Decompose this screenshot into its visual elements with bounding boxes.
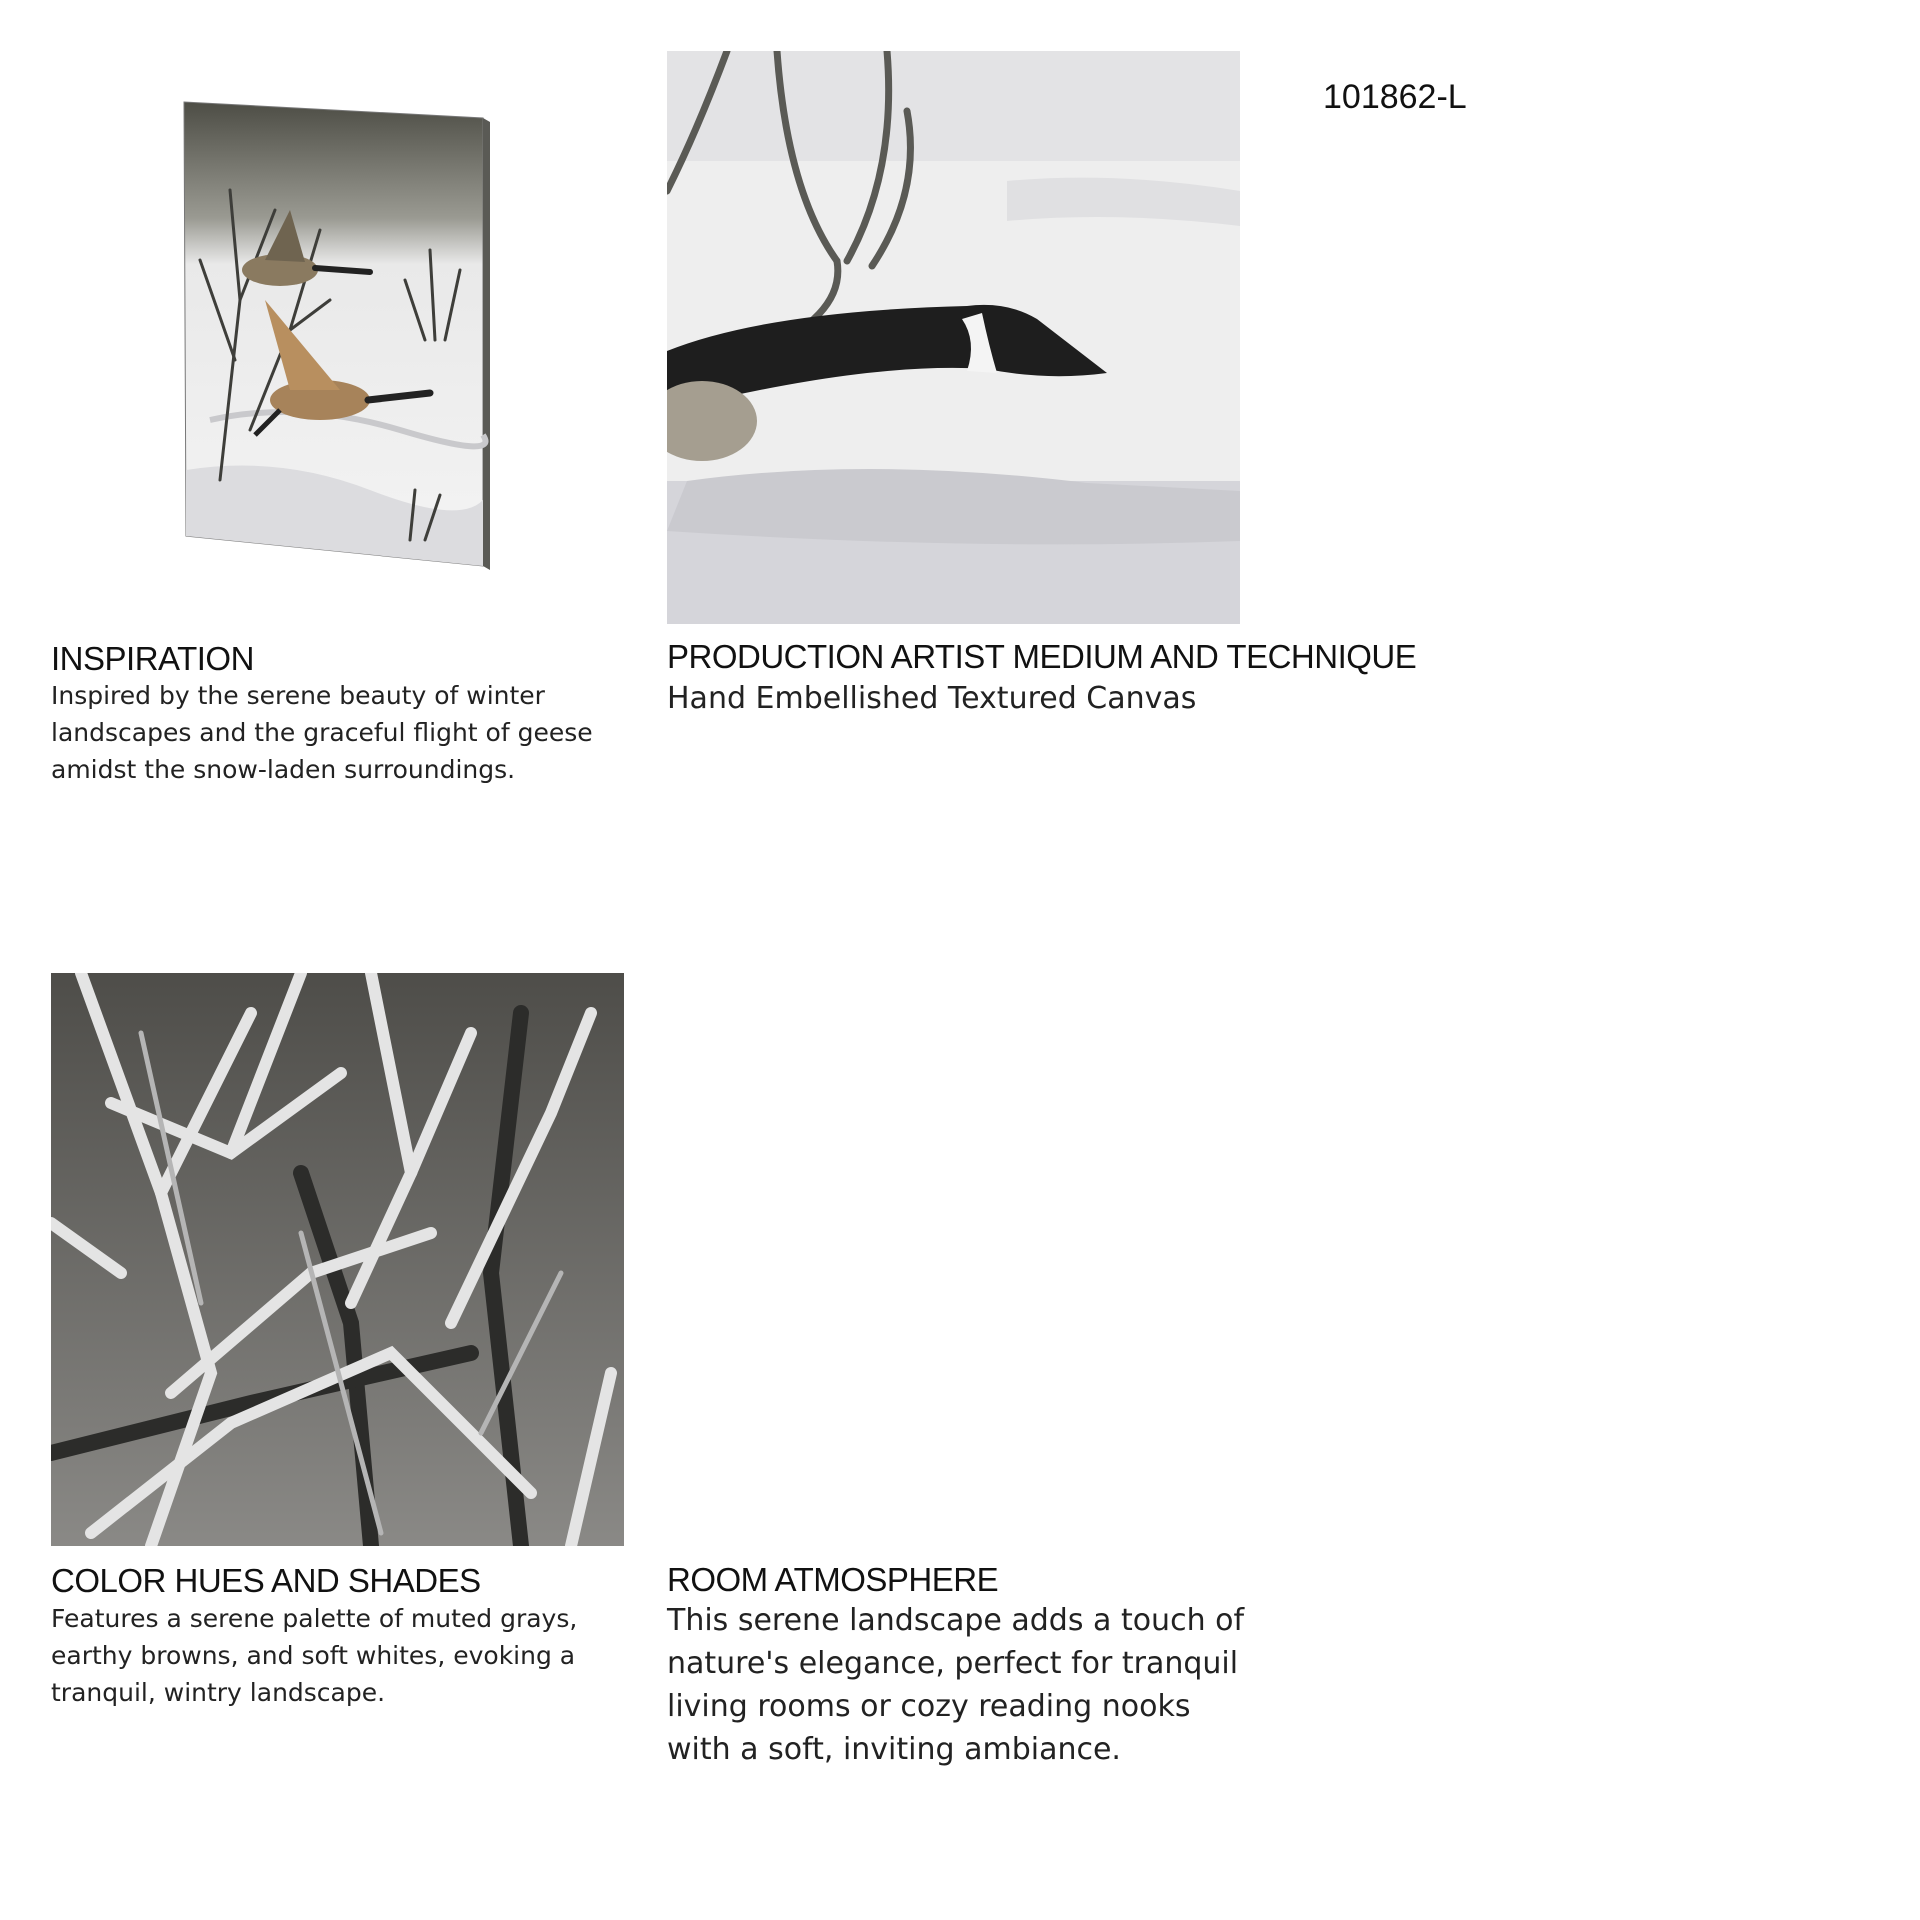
goose-closeup-image [667,51,1240,624]
color-text: Features a serene palette of muted grays, earthy browns, and soft whites, evoking a tranquil, wintry landscape. [51,1604,578,1707]
room-heading: ROOM ATMOSPHERE [667,1561,999,1598]
production-text: Hand Embellished Textured Canvas [667,681,1197,716]
color-heading: COLOR HUES AND SHADES [51,1562,481,1599]
canvas-product-image [180,100,500,570]
inspiration-text: Inspired by the serene beauty of winter landscapes and the graceful flight of geese amidst the snow-laden surroundings. [51,681,593,784]
production-heading: PRODUCTION ARTIST MEDIUM AND TECHNIQUE [667,638,1417,675]
room-text: This serene landscape adds a touch of nature's elegance, perfect for tranquil living rooms or cozy reading nooks with a soft, inviting ambiance. [667,1603,1245,1767]
inspiration-heading: INSPIRATION [51,640,254,677]
product-sku: 101862-L [1323,78,1467,116]
branches-closeup-image [51,973,624,1546]
